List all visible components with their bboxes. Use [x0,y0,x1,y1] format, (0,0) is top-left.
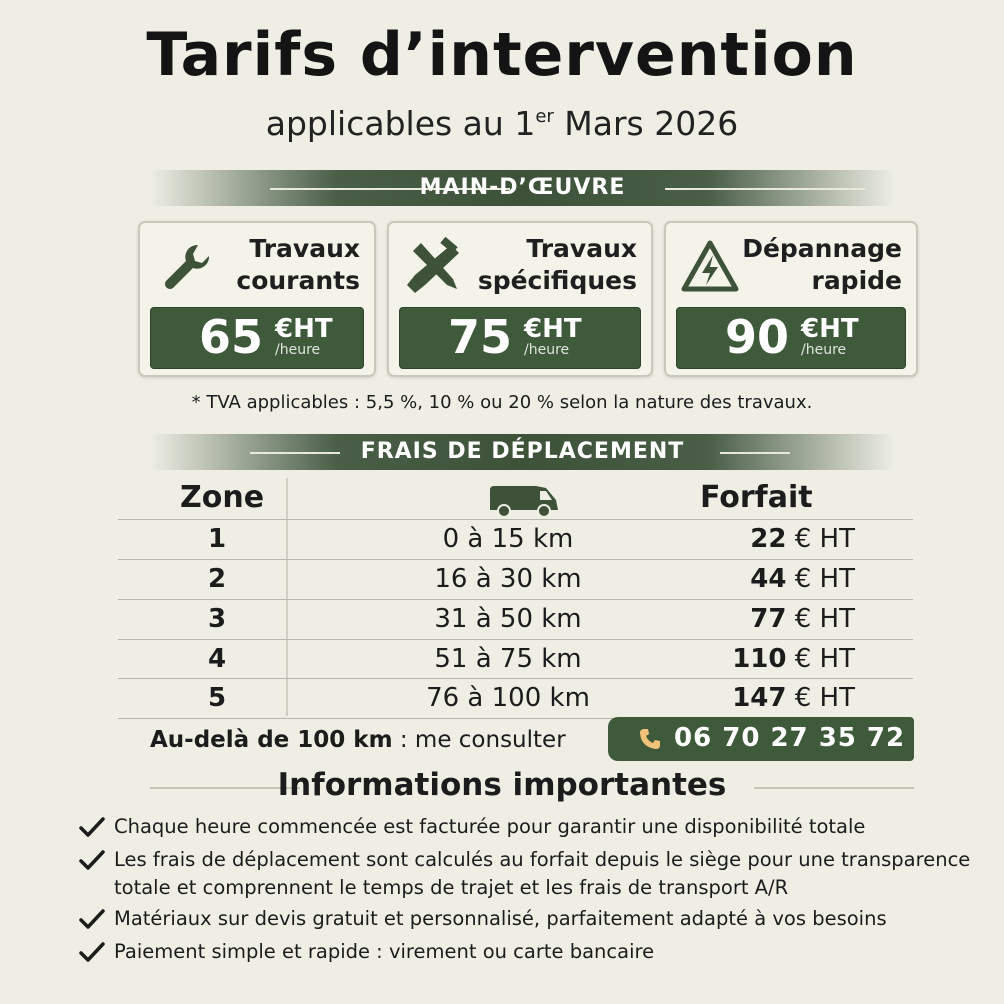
fee-cell [732,644,855,674]
price-amount: 65 [199,310,264,364]
price-badge [150,307,364,369]
price-card-travaux-courants [138,221,376,377]
warning-lightning-icon [680,237,740,297]
fee-cell [732,683,855,713]
van-icon [486,484,562,518]
fee-unit: € HT [786,564,855,594]
table-header-zone: Zone [180,480,265,515]
zone-cell: 4 [208,644,227,674]
zone-cell: 2 [208,564,227,594]
fee-cell [750,564,855,594]
price-currency: €HT [801,314,859,344]
table-row [118,639,913,679]
card-title-line1: Dépannage [742,234,902,263]
crossed-tools-icon [403,237,463,297]
info-item-text: Paiement simple et rapide : virement ou carte bancaire [114,940,655,963]
distance-cell: 76 à 100 km [426,683,590,713]
price-badge [676,307,906,369]
card-title [742,233,902,297]
subtitle-date: Mars 2026 [553,104,739,143]
phone-icon [638,727,662,751]
fee-amount: 147 [732,683,787,713]
fee-unit: € HT [786,604,855,634]
beyond-text: : me consulter [392,727,566,753]
card-title [236,233,360,297]
section-label-labour: MAIN-D’ŒUVRE [419,175,626,200]
section-band-travel [150,434,895,470]
info-item-text: Matériaux sur devis gratuit et personnalisé, parfaitement adapté à vos besoins [114,907,887,930]
distance-cell: 0 à 15 km [442,524,574,554]
zone-cell: 3 [208,604,227,634]
fee-amount: 77 [750,604,787,634]
phone-badge[interactable] [608,717,914,761]
card-title-line2: courants [236,266,360,295]
card-title-line1: Travaux [526,234,637,263]
distance-cell: 51 à 75 km [434,644,582,674]
fee-cell [750,604,855,634]
wrench-icon [154,237,214,297]
beyond-note [150,727,566,753]
checkmark-icon [78,815,106,839]
distance-cell: 31 à 50 km [434,604,582,634]
beyond-distance: Au-delà de 100 km [150,727,393,753]
table-row [118,678,913,719]
price-card-depannage-rapide [664,221,918,377]
price-amount: 90 [725,310,790,364]
info-title: Informations importantes [277,767,727,803]
fee-amount: 22 [750,524,787,554]
card-title [478,233,637,297]
page-title: Tarifs d’intervention [146,20,858,90]
price-unit: /heure [801,342,847,358]
checkmark-icon [78,848,106,872]
fee-amount: 110 [732,644,787,674]
price-badge [399,307,641,369]
fee-unit: € HT [786,683,855,713]
fee-unit: € HT [786,524,855,554]
checkmark-icon [78,907,106,931]
price-unit: /heure [275,342,321,358]
table-row [118,519,913,559]
fee-amount: 44 [750,564,787,594]
distance-cell: 16 à 30 km [434,564,582,594]
fee-cell [750,524,855,554]
table-row [118,599,913,639]
subtitle-text: applicables au 1 [265,104,536,143]
card-title-line2: spécifiques [477,266,637,295]
section-band-labour [150,170,895,206]
zone-cell: 5 [208,683,227,713]
vat-note: * TVA applicables : 5,5 %, 10 % ou 20 % selon la nature des travaux. [191,392,813,413]
info-item-text: Chaque heure commencée est facturée pour garantir une disponibilité totale [114,815,866,838]
table-header-fee: Forfait [700,480,813,515]
card-title-line2: rapide [811,266,902,295]
price-currency: €HT [524,314,582,344]
table-row [118,559,913,599]
fee-unit: € HT [786,644,855,674]
price-card-travaux-specifiques [387,221,653,377]
price-unit: /heure [524,342,570,358]
price-currency: €HT [275,314,333,344]
zone-cell: 1 [208,524,227,554]
page-subtitle [0,104,1004,143]
section-label-travel: FRAIS DE DÉPLACEMENT [360,439,685,464]
info-item-text: Les frais de déplacement sont calculés au forfait depuis le siège pour une transparence totale et comprennent le temps de trajet et les frais de transport A/R [114,848,971,899]
phone-number[interactable]: 06 70 27 35 72 [674,723,906,753]
subtitle-superscript: er [535,106,554,127]
checkmark-icon [78,940,106,964]
card-title-line1: Travaux [249,234,360,263]
price-amount: 75 [448,310,513,364]
